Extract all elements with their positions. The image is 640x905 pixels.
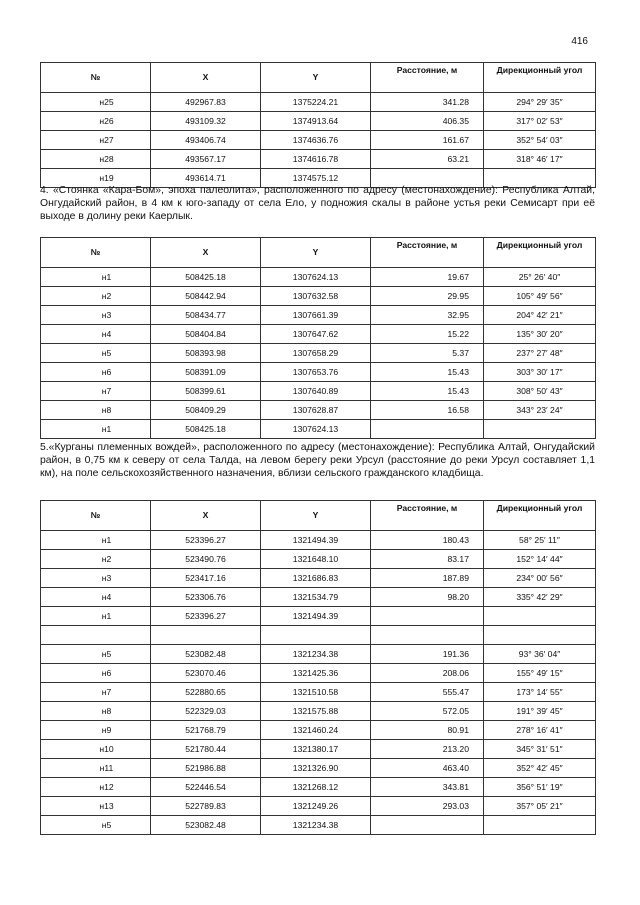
distance-cell: 293.03	[371, 797, 484, 816]
header-y: Y	[261, 63, 371, 93]
table-row	[41, 93, 596, 112]
point-number-cell: н5	[41, 344, 151, 363]
point-number-cell: н25	[41, 93, 151, 112]
y-coordinate-cell: 1307632.58	[261, 287, 371, 306]
point-number-cell: н28	[41, 150, 151, 169]
point-number-cell: н12	[41, 778, 151, 797]
table-row	[41, 645, 596, 664]
x-coordinate-cell: 493567.17	[151, 150, 261, 169]
y-coordinate-cell: 1374636.76	[261, 131, 371, 150]
x-coordinate-cell: 508442.94	[151, 287, 261, 306]
x-coordinate-cell: 521780.44	[151, 740, 261, 759]
angle-cell	[484, 607, 596, 626]
x-coordinate-cell: 508425.18	[151, 420, 261, 439]
angle-cell: 335° 42′ 29″	[484, 588, 596, 607]
angle-cell: 303° 30′ 17″	[484, 363, 596, 382]
y-coordinate-cell: 1321686.83	[261, 569, 371, 588]
angle-cell: 58° 25′ 11″	[484, 531, 596, 550]
table-row	[41, 401, 596, 420]
x-coordinate-cell: 523490.76	[151, 550, 261, 569]
table-row	[41, 363, 596, 382]
y-coordinate-cell: 1374575.12	[261, 169, 371, 188]
table-row	[41, 382, 596, 401]
header-num: №	[41, 238, 151, 268]
distance-cell: 341.28	[371, 93, 484, 112]
x-coordinate-cell: 522446.54	[151, 778, 261, 797]
header-distance: Расстояние, м	[371, 63, 484, 93]
x-coordinate-cell: 522789.83	[151, 797, 261, 816]
x-coordinate-cell: 492967.83	[151, 93, 261, 112]
header-angle: Дирекционный угол	[484, 63, 596, 93]
distance-cell: 29.95	[371, 287, 484, 306]
x-coordinate-cell: 521768.79	[151, 721, 261, 740]
y-coordinate-cell: 1321648.10	[261, 550, 371, 569]
header-x: X	[151, 238, 261, 268]
x-coordinate-cell: 523070.46	[151, 664, 261, 683]
x-coordinate-cell: 508434.77	[151, 306, 261, 325]
point-number-cell: н5	[41, 816, 151, 835]
point-number-cell: н11	[41, 759, 151, 778]
point-number-cell: н1	[41, 268, 151, 287]
table-row	[41, 607, 596, 626]
coordinates-table-1	[40, 62, 596, 188]
table-row	[41, 702, 596, 721]
y-coordinate-cell: 1307624.13	[261, 268, 371, 287]
point-number-cell: н8	[41, 702, 151, 721]
point-number-cell: н7	[41, 683, 151, 702]
x-coordinate-cell: 493109.32	[151, 112, 261, 131]
y-coordinate-cell: 1307647.62	[261, 325, 371, 344]
distance-cell: 15.43	[371, 363, 484, 382]
angle-cell: 93° 36′ 04″	[484, 645, 596, 664]
angle-cell: 237° 27′ 48″	[484, 344, 596, 363]
table-row	[41, 325, 596, 344]
angle-cell: 318° 46′ 17″	[484, 150, 596, 169]
distance-cell: 63.21	[371, 150, 484, 169]
table-row	[41, 420, 596, 439]
y-coordinate-cell: 1307658.29	[261, 344, 371, 363]
distance-cell	[371, 607, 484, 626]
table-row	[41, 778, 596, 797]
distance-cell: 406.35	[371, 112, 484, 131]
angle-cell: 294° 29′ 35″	[484, 93, 596, 112]
table-header-row	[41, 501, 596, 531]
angle-cell: 173° 14′ 55″	[484, 683, 596, 702]
table-row	[41, 588, 596, 607]
distance-cell: 83.17	[371, 550, 484, 569]
distance-cell: 15.22	[371, 325, 484, 344]
y-coordinate-cell: 1374913.64	[261, 112, 371, 131]
point-number-cell: н6	[41, 664, 151, 683]
point-number-cell: н13	[41, 797, 151, 816]
header-angle: Дирекционный угол	[484, 501, 596, 531]
distance-cell: 191.36	[371, 645, 484, 664]
table-row	[41, 344, 596, 363]
y-coordinate-cell: 1307628.87	[261, 401, 371, 420]
point-number-cell: н2	[41, 550, 151, 569]
point-number-cell: н3	[41, 306, 151, 325]
y-coordinate-cell: 1321510.58	[261, 683, 371, 702]
paragraph-site-5: 5.«Курганы племенных вождей», расположенного по адресу (местонахождение): Республика Алтай, Онгудайский район, в 0,75 км к северу от села Талда, на левом берегу реки Урсул (расстояние до реки Урсул составляет 1,1 км), на поле сельскохозяйственного назначения, вблизи сельского гражданского кладбища.	[40, 442, 595, 479]
angle-cell: 105° 49′ 56″	[484, 287, 596, 306]
y-coordinate-cell: 1321234.38	[261, 645, 371, 664]
header-distance: Расстояние, м	[371, 238, 484, 268]
y-coordinate-cell: 1321234.38	[261, 816, 371, 835]
x-coordinate-cell: 523306.76	[151, 588, 261, 607]
table-row	[41, 112, 596, 131]
x-coordinate-cell: 523396.27	[151, 531, 261, 550]
point-number-cell: н27	[41, 131, 151, 150]
y-coordinate-cell: 1307653.76	[261, 363, 371, 382]
distance-cell: 32.95	[371, 306, 484, 325]
y-coordinate-cell: 1374616.78	[261, 150, 371, 169]
y-coordinate-cell: 1321460.24	[261, 721, 371, 740]
distance-cell: 213.20	[371, 740, 484, 759]
angle-cell: 155° 49′ 15″	[484, 664, 596, 683]
x-coordinate-cell: 521986.88	[151, 759, 261, 778]
angle-cell: 278° 16′ 41″	[484, 721, 596, 740]
distance-cell	[371, 626, 484, 645]
x-coordinate-cell: 523082.48	[151, 816, 261, 835]
coordinates-table-3	[40, 500, 596, 835]
distance-cell: 5.37	[371, 344, 484, 363]
x-coordinate-cell: 508404.84	[151, 325, 261, 344]
header-y: Y	[261, 238, 371, 268]
y-coordinate-cell: 1321249.26	[261, 797, 371, 816]
point-number-cell: н1	[41, 607, 151, 626]
y-coordinate-cell: 1321494.39	[261, 607, 371, 626]
angle-cell: 357° 05′ 21″	[484, 797, 596, 816]
x-coordinate-cell: 508393.98	[151, 344, 261, 363]
angle-cell: 234° 00′ 56″	[484, 569, 596, 588]
header-angle: Дирекционный угол	[484, 238, 596, 268]
table-row	[41, 150, 596, 169]
header-distance: Расстояние, м	[371, 501, 484, 531]
angle-cell: 204° 42′ 21″	[484, 306, 596, 325]
table-row	[41, 797, 596, 816]
y-coordinate-cell: 1321425.36	[261, 664, 371, 683]
distance-cell: 98.20	[371, 588, 484, 607]
point-number-cell: н2	[41, 287, 151, 306]
distance-cell: 343.81	[371, 778, 484, 797]
y-coordinate-cell: 1321534.79	[261, 588, 371, 607]
distance-cell: 180.43	[371, 531, 484, 550]
x-coordinate-cell: 523396.27	[151, 607, 261, 626]
table-row	[41, 664, 596, 683]
distance-cell: 187.89	[371, 569, 484, 588]
x-coordinate-cell: 522329.03	[151, 702, 261, 721]
x-coordinate-cell: 523417.16	[151, 569, 261, 588]
table-row	[41, 550, 596, 569]
header-x: X	[151, 501, 261, 531]
table-row	[41, 287, 596, 306]
x-coordinate-cell	[151, 626, 261, 645]
table-row	[41, 531, 596, 550]
table-header-row	[41, 63, 596, 93]
page-number: 416	[571, 36, 588, 47]
x-coordinate-cell: 522880.65	[151, 683, 261, 702]
y-coordinate-cell: 1307624.13	[261, 420, 371, 439]
y-coordinate-cell: 1321494.39	[261, 531, 371, 550]
x-coordinate-cell: 508409.29	[151, 401, 261, 420]
point-number-cell: н6	[41, 363, 151, 382]
y-coordinate-cell: 1321380.17	[261, 740, 371, 759]
x-coordinate-cell: 523082.48	[151, 645, 261, 664]
coordinates-table-2	[40, 237, 596, 439]
x-coordinate-cell: 493614.71	[151, 169, 261, 188]
table-row	[41, 683, 596, 702]
point-number-cell: н9	[41, 721, 151, 740]
distance-cell: 463.40	[371, 759, 484, 778]
angle-cell: 352° 42′ 45″	[484, 759, 596, 778]
x-coordinate-cell: 508425.18	[151, 268, 261, 287]
angle-cell: 25° 26′ 40″	[484, 268, 596, 287]
point-number-cell: н4	[41, 588, 151, 607]
distance-cell: 15.43	[371, 382, 484, 401]
angle-cell: 345° 31′ 51″	[484, 740, 596, 759]
table-row	[41, 759, 596, 778]
y-coordinate-cell	[261, 626, 371, 645]
point-number-cell: н10	[41, 740, 151, 759]
distance-cell: 80.91	[371, 721, 484, 740]
y-coordinate-cell: 1321575.88	[261, 702, 371, 721]
table-row	[41, 131, 596, 150]
y-coordinate-cell: 1307661.39	[261, 306, 371, 325]
distance-cell	[371, 420, 484, 439]
distance-cell: 19.67	[371, 268, 484, 287]
angle-cell: 317° 02′ 53″	[484, 112, 596, 131]
table-row	[41, 569, 596, 588]
point-number-cell: н3	[41, 569, 151, 588]
header-num: №	[41, 63, 151, 93]
distance-cell: 16.58	[371, 401, 484, 420]
distance-cell: 208.06	[371, 664, 484, 683]
point-number-cell: н1	[41, 420, 151, 439]
distance-cell	[371, 816, 484, 835]
table-row	[41, 740, 596, 759]
y-coordinate-cell: 1307640.89	[261, 382, 371, 401]
table-row	[41, 306, 596, 325]
table-row	[41, 268, 596, 287]
angle-cell	[484, 420, 596, 439]
point-number-cell: н7	[41, 382, 151, 401]
paragraph-site-4: 4. «Стоянка «Кара-Бом», эпоха палеолита», расположенного по адресу (местонахождение): Республика Алтай, Онгудайский район, в 4 км к юго-западу от села Ело, у подножия скалы в районе устья реки Семисарт при её выходе в долину реки Каерлык.	[40, 185, 595, 222]
angle-cell: 356° 51′ 19″	[484, 778, 596, 797]
point-number-cell: н1	[41, 531, 151, 550]
y-coordinate-cell: 1375224.21	[261, 93, 371, 112]
angle-cell: 191° 39′ 45″	[484, 702, 596, 721]
y-coordinate-cell: 1321268.12	[261, 778, 371, 797]
point-number-cell: н5	[41, 645, 151, 664]
point-number-cell	[41, 626, 151, 645]
header-y: Y	[261, 501, 371, 531]
y-coordinate-cell: 1321326.90	[261, 759, 371, 778]
angle-cell	[484, 626, 596, 645]
angle-cell: 152° 14′ 44″	[484, 550, 596, 569]
table-row	[41, 721, 596, 740]
header-num: №	[41, 501, 151, 531]
point-number-cell: н4	[41, 325, 151, 344]
angle-cell	[484, 816, 596, 835]
angle-cell: 343° 23′ 24″	[484, 401, 596, 420]
distance-cell: 572.05	[371, 702, 484, 721]
point-number-cell: н26	[41, 112, 151, 131]
table-header-row	[41, 238, 596, 268]
header-x: X	[151, 63, 261, 93]
distance-cell: 555.47	[371, 683, 484, 702]
x-coordinate-cell: 493406.74	[151, 131, 261, 150]
x-coordinate-cell: 508391.09	[151, 363, 261, 382]
angle-cell: 135° 30′ 20″	[484, 325, 596, 344]
table-row	[41, 816, 596, 835]
table-row	[41, 626, 596, 645]
distance-cell: 161.67	[371, 131, 484, 150]
x-coordinate-cell: 508399.61	[151, 382, 261, 401]
point-number-cell: н19	[41, 169, 151, 188]
angle-cell: 308° 50′ 43″	[484, 382, 596, 401]
point-number-cell: н8	[41, 401, 151, 420]
angle-cell: 352° 54′ 03″	[484, 131, 596, 150]
